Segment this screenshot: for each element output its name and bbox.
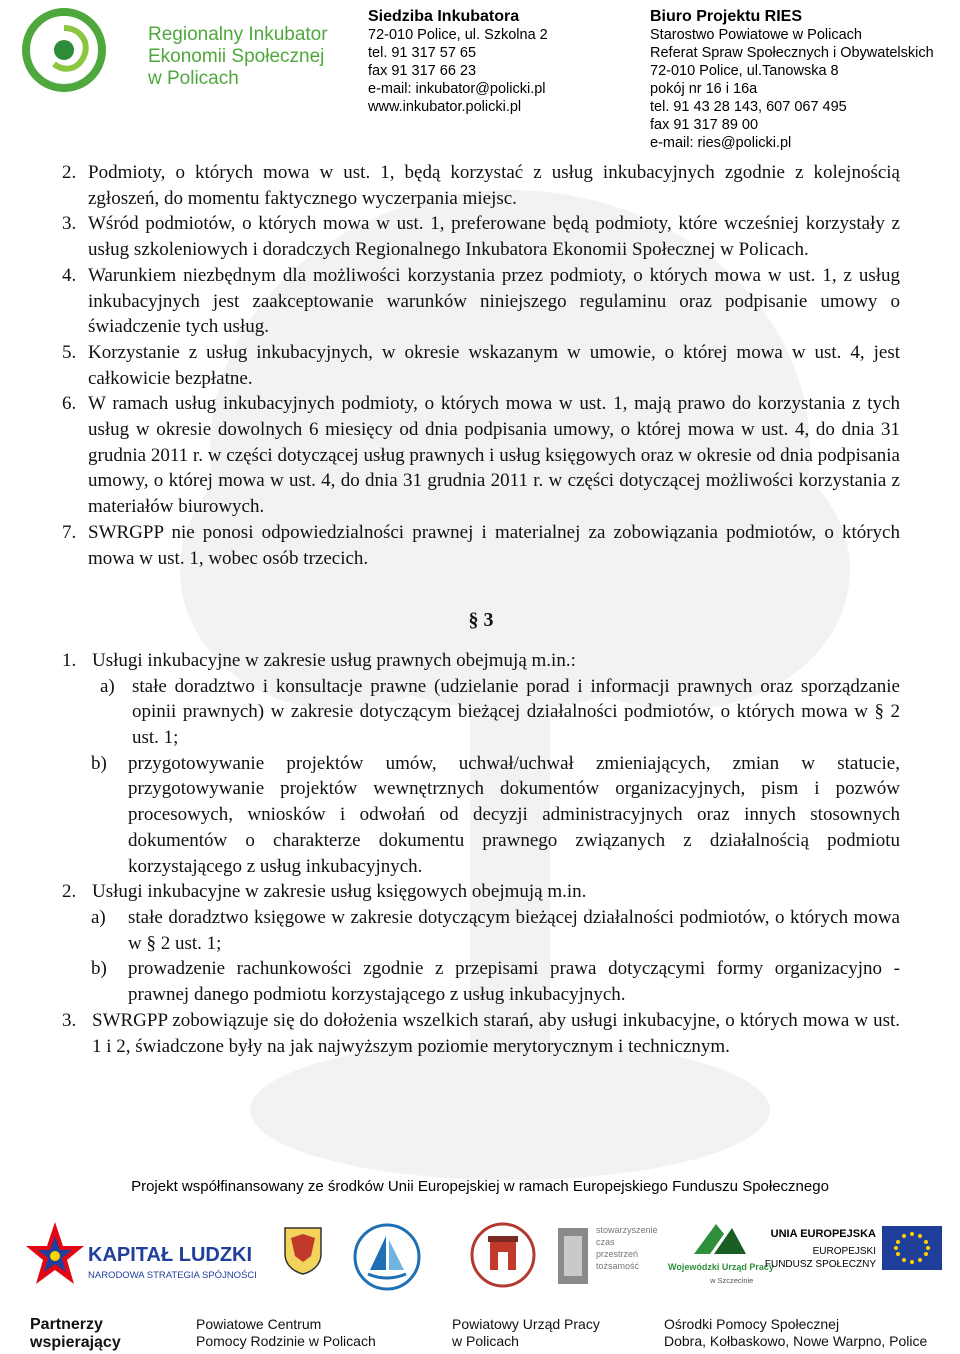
kapital-ludzki-logo <box>24 1218 257 1298</box>
paragraph-number: 5. <box>62 341 77 363</box>
ries-room: pokój nr 16 i 16a <box>650 81 758 97</box>
subclause-text: przygotowywanie projektów umów, uchwał/uchwał zmieniających, zmian w statucie, przygotowywanie projektów wewnętrznych dokumentów organizacyjnych, pism i pozwów procesowych, wniosków i odwołań od decyzji administracyjnych oraz innych stosownych dokumentów o charakterze dokumentu prawnego związanych z działalnością podmiotu korzystającego z usług inkubacyjnych. <box>128 752 900 877</box>
hq-fax: fax 91 317 66 23 <box>368 63 477 79</box>
partner-pcpr <box>196 1316 376 1350</box>
ries-email-link[interactable]: e-mail: ries@policki.pl <box>650 135 792 151</box>
stowarzyszenie-logo <box>556 1216 666 1296</box>
clause-number: 3. <box>62 1009 77 1031</box>
clause-text: Usługi inkubacyjne w zakresie usług księgowych obejmują m.in. <box>92 881 587 903</box>
incubator-logo-mark <box>20 8 132 92</box>
stowarzyszenie-text <box>596 1224 658 1272</box>
kapital-ludzki-star-icon <box>24 1218 86 1294</box>
paragraph-text: Warunkiem niezbędnym dla możliwości korzystania przez podmioty, o których mowa w ust. 1, z usług inkubacyjnych jest zaakceptowanie warunków niniejszego regulaminu oraz podpisanie umowy o świadczenie tych usług. <box>88 264 900 338</box>
eu-efs-logo <box>764 1226 942 1290</box>
cofinance-note: Projekt współfinansowany ze środków Unii Europejskiej w ramach Europejskiego Funduszu Społecznego <box>131 1178 829 1195</box>
eu-title: UNIA EUROPEJSKA <box>770 1228 876 1240</box>
clause-3-1-b <box>62 751 900 880</box>
logo-text-line: Ekonomii Społecznej <box>148 46 325 67</box>
clause-3-2-b <box>62 956 900 1007</box>
hq-address: 72-010 Police, ul. Szkolna 2 <box>368 27 548 43</box>
clause-number: 1. <box>62 649 77 671</box>
paragraph-number: 6. <box>62 393 77 415</box>
ries-office: Starostwo Powiatowe w Policach <box>650 27 862 43</box>
stowarzyszenie-line: przestrzeń <box>596 1249 639 1259</box>
subclause-letter: a) <box>91 906 106 928</box>
partner-line: Powiatowy Urząd Pracy <box>452 1316 600 1332</box>
clause-3-3 <box>62 1008 900 1059</box>
ries-fax: fax 91 317 89 00 <box>650 117 759 133</box>
paragraph-text: Korzystanie z usług inkubacyjnych, w okresie wskazanym w umowie, o której mowa w ust. 4, jest całkowicie bezpłatne. <box>88 341 900 389</box>
clause-text: SWRGPP zobowiązuje się do dołożenia wszelkich starań, aby usługi inkubacyjne, o których mowa w ust. 1 i 2, świadczone były na jak najwyższym poziomie merytorycznym i technicznym. <box>92 1009 900 1057</box>
partners-label <box>30 1316 121 1352</box>
paragraph-4 <box>62 263 900 340</box>
ries-department: Referat Spraw Społecznych i Obywatelskich <box>650 45 934 61</box>
stowarzyszenie-line: czas <box>596 1237 615 1247</box>
hq-phone: tel. 91 317 57 65 <box>368 45 477 61</box>
clause-3-2 <box>62 879 900 905</box>
kapital-ludzki-subtitle: NARODOWA STRATEGIA SPÓJNOŚCI <box>88 1270 257 1281</box>
partner-ops <box>664 1316 927 1350</box>
ries-contact-block <box>650 8 934 152</box>
partners-label-line: Partnerzy <box>30 1316 103 1333</box>
subclause-text: stałe doradztwo i konsultacje prawne (udzielanie porad i informacji prawnych oraz sporządzanie opinii prawnych) w zakresie dotyczącym bieżącej działalności podmiotów, o których mowa w § 2 ust. 1; <box>132 675 900 749</box>
partner-line: Ośrodki Pomocy Społecznej <box>664 1316 840 1332</box>
subclause-letter: b) <box>91 752 107 774</box>
logo-text-line: Regionalny Inkubator <box>148 24 328 45</box>
paragraph-5 <box>62 340 900 391</box>
partner-pup <box>452 1316 600 1350</box>
supporting-partners <box>0 1312 960 1354</box>
wup-logo <box>668 1216 774 1298</box>
hq-contact-block <box>368 8 548 116</box>
eu-flag-icon <box>882 1226 942 1270</box>
wup-label: Wojewódzki Urząd Pracy <box>668 1262 774 1272</box>
logo-text-line: w Policach <box>148 68 239 89</box>
wup-city: w Szczecinie <box>710 1276 754 1285</box>
hq-email-link[interactable]: e-mail: inkubator@policki.pl <box>368 81 546 97</box>
clause-3-2-a <box>62 905 900 956</box>
paragraph-3 <box>62 211 900 262</box>
ries-phone: tel. 91 43 28 143, 607 067 495 <box>650 99 847 115</box>
partner-line: w Policach <box>452 1333 519 1349</box>
stowarzyszenie-line: stowarzyszenie <box>596 1225 658 1235</box>
subclause-letter: b) <box>91 958 107 980</box>
paragraph-text: SWRGPP nie ponosi odpowiedzialności prawnej i materialnej za zobowiązania podmiotów, o których mowa w ust. 1, wobec osób trzecich. <box>88 521 900 569</box>
ries-title: Biuro Projektu RIES <box>650 8 803 25</box>
clause-text: Usługi inkubacyjne w zakresie usług prawnych obejmują m.in.: <box>92 649 576 671</box>
eu-fund-line: EUROPEJSKI <box>812 1246 876 1257</box>
clause-3-1-a <box>62 674 900 751</box>
subclause-letter: a) <box>100 675 115 697</box>
wup-mark-icon <box>690 1218 750 1258</box>
gate-emblem-icon <box>470 1222 536 1288</box>
eu-fund-line: FUNDUSZ SPOŁECZNY <box>764 1259 876 1270</box>
sailboat-emblem-icon <box>352 1222 422 1292</box>
paragraph-text: Podmioty, o których mowa w ust. 1, będą korzystać z usług inkubacyjnych zgodnie z kolejnością zgłoszeń, do momentu faktycznego wyczerpania miejsc. <box>88 162 900 209</box>
paragraph-6 <box>62 391 900 520</box>
clause-3-1 <box>62 648 900 674</box>
paragraph-text: Wśród podmiotów, o których mowa w ust. 1, preferowane będą podmioty, które wcześniej korzystały z usług szkoleniowych i doradczych Regionalnego Inkubatora Ekonomii Społecznej w Policach. <box>88 213 900 261</box>
paragraph-number: 2. <box>62 162 77 183</box>
subclause-text: stałe doradztwo księgowe w zakresie dotyczącym bieżącej działalności podmiotów, o których mowa w § 2 ust. 1; <box>128 906 900 954</box>
paragraph-text: W ramach usług inkubacyjnych podmioty, o których mowa w ust. 1, mają prawo do korzystania z tych usług w okresie dowolnych 6 miesięcy od dnia podpisania umowy, o której mowa w ust. 4, do dnia 31 grudnia 2011 r. w części dotyczącej usług prawnych i usług księgowych oraz w okresie od dnia podpisania umowy, o której mowa w ust. 4, do dnia 31 grudnia 2011 r. w części dotyczącej możliwości korzystania z materiałów biurowych. <box>88 393 900 518</box>
partner-line: Dobra, Kołbaskowo, Nowe Warpno, Police <box>664 1333 928 1349</box>
letterhead <box>0 0 960 151</box>
sponsor-logos-strip <box>0 1212 960 1302</box>
incubator-logo <box>20 8 350 94</box>
paragraph-2 <box>62 160 900 211</box>
stowarzyszenie-line: tożsamość <box>596 1261 640 1271</box>
county-coat-of-arms-icon <box>283 1226 323 1276</box>
stowarzyszenie-mark-icon <box>556 1226 592 1286</box>
clause-number: 2. <box>62 881 77 903</box>
section-heading: § 3 <box>468 609 494 632</box>
kapital-ludzki-title: KAPITAŁ LUDZKI <box>88 1244 253 1266</box>
paragraph-7 <box>62 520 900 571</box>
partner-line: Pomocy Rodzinie w Policach <box>196 1333 376 1349</box>
subclause-text: prowadzenie rachunkowości zgodnie z przepisami prawa dotyczącymi formy organizacyjno - prawnej danego podmiotu korzystającego z usług inkubacyjnych. <box>128 958 900 1006</box>
partner-line: Powiatowe Centrum <box>196 1316 322 1332</box>
regulation-body <box>62 160 900 1059</box>
paragraph-number: 7. <box>62 521 77 543</box>
hq-website-link[interactable]: www.inkubator.policki.pl <box>368 99 522 115</box>
ries-address: 72-010 Police, ul.Tanowska 8 <box>650 63 839 79</box>
hq-title: Siedziba Inkubatora <box>368 8 520 25</box>
paragraph-number: 4. <box>62 264 77 286</box>
partners-label-line: wspierający <box>30 1334 121 1351</box>
paragraph-number: 3. <box>62 213 77 235</box>
